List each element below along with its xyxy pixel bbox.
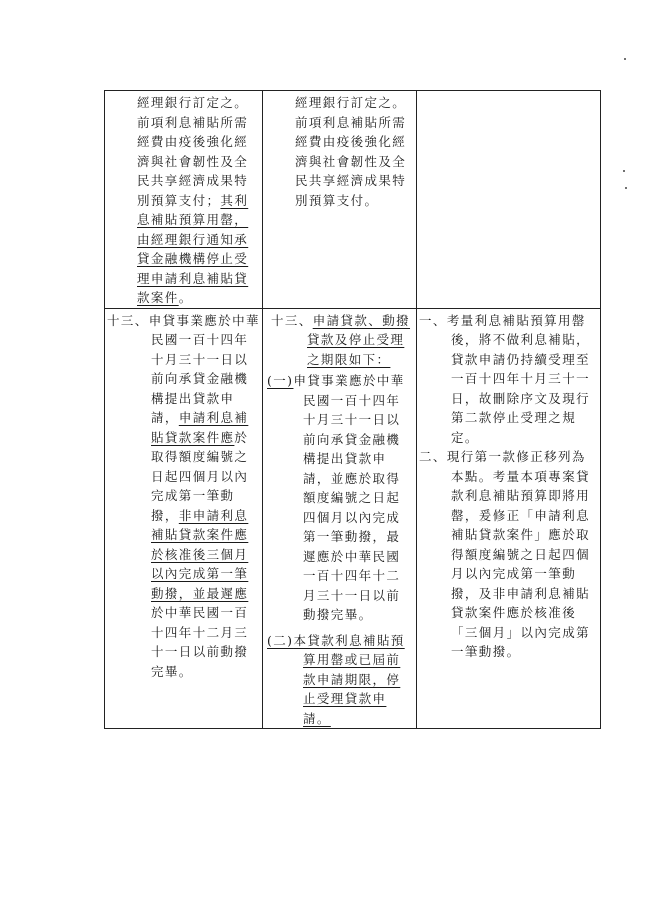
deleted-text-underlined: 本貸款利息補貼預算用罄或已屆前款申請期限，停止受理貸款申請。 — [293, 632, 405, 726]
clause-number: 十三、 — [271, 312, 313, 328]
amended-text-cell — [105, 91, 263, 309]
amended-text-underlined: 非申請利息補貼貸款案件應於核准後三個月以內完成第一筆動撥，並最遲應 — [151, 507, 249, 601]
text-span: 於取得額度編號之日起四個月以內完成第一筆動撥， — [151, 429, 249, 523]
paragraph: 前項利息補貼所需經費由疫後強化經濟與社會韌性及全民共享經濟成果特別預算支付。 — [295, 114, 407, 208]
item-number: (二) — [267, 632, 294, 648]
table-row — [105, 308, 601, 729]
deleted-text-underlined: 申請貸款、動撥貸款及停止受理之期限如下： — [307, 312, 411, 367]
amended-text-cell — [105, 308, 263, 729]
scan-speck — [623, 170, 625, 172]
scan-speck — [624, 58, 626, 60]
text-span: 於中華民國一百十四年十二月三十一日以前動撥完畢。 — [151, 605, 249, 679]
paragraph — [137, 113, 258, 308]
table-row — [105, 91, 601, 309]
text-span: 前項利息補貼所需經費由疫後強化經濟與社會韌性及全民共享經濟成果特別預算支付 — [137, 114, 249, 208]
amended-text-underlined: 申請利息補貼貸款案件應 — [151, 410, 249, 445]
current-text-cell — [263, 308, 417, 729]
text-span: ； — [206, 192, 221, 208]
paragraph: 經理銀行訂定之。 — [137, 95, 249, 110]
item-number: 二、 — [419, 449, 447, 464]
scan-speck — [625, 187, 627, 189]
clause-number: 十三、 — [107, 312, 149, 328]
amendment-comparison-table — [104, 90, 601, 729]
text-span: 申貸事業應於中華民國一百十四年十月三十一日以前向承貸金融機構提出貸款申請， — [148, 312, 260, 425]
item-number: (一) — [267, 373, 294, 388]
text-span: 。 — [178, 290, 193, 305]
amended-text-underlined: 其利息補貼預算用罄，由經理銀行通知承貸金融機構停止受理申請利息補貼貸款案件 — [137, 192, 249, 305]
item-text: 考量利息補貼預算用罄後，將不做利息補貼，貸款申請仍持續受理至一百十四年十月三十一日，故刪除序文及現行第二款停止受理之規定。 — [446, 312, 591, 445]
item-text: 申貸事業應於中華民國一百十四年十月三十一日以前向承貸金融機構提出貸款申請，並應於取得額度編號之日起四個月以內完成第一筆動撥，最遲應於中華民國一百十四年十二月三十一日以前動撥完畢。 — [293, 373, 405, 622]
item-text: 現行第一款修正移列為本點。考量本項專案貸款利息補貼預算即將用罄，爰修正「申請利息補貼貸款案件」應於取得額度編號之日起四個月以內完成第一筆動撥，及非申請利息補貼貸款案件應於核准後「三個月」以內完成第一筆動撥。 — [446, 449, 591, 659]
item-number: 一、 — [419, 312, 447, 328]
current-text-cell — [263, 91, 417, 309]
paragraph: 經理銀行訂定之。 — [295, 95, 407, 110]
explanation-cell — [417, 308, 601, 729]
empty-cell-content — [417, 91, 600, 93]
explanation-cell — [417, 91, 601, 309]
